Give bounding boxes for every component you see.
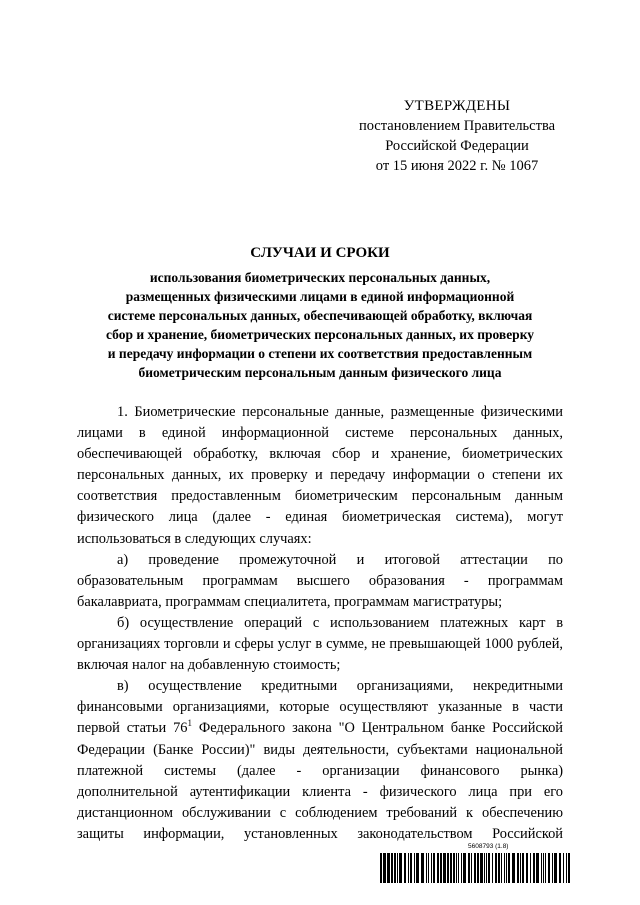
barcode-icon [380,853,572,883]
paragraph-1: 1. Биометрические персональные данные, размещенные физическими лицами в единой информационной системе персональных данных, обеспечивающей обработку, включая сбор и хранение, биометрических персональных данных, их проверку и передачу информации о степени их соответствия предоставленным биометрическим персональным данным физического лица (далее - единая биометрическая система), могут использоваться в следующих случаях: [77,404,563,547]
approval-block [352,96,562,176]
approval-line-2: Российской Федерации [385,138,529,154]
subtitle-line: использования биометрических персональных данных, [149,270,491,285]
barcode-caption: 5608793 (1.8) [468,843,509,850]
barcode-block [380,843,572,885]
subtitle-line: системе персональных данных, обеспечивающей обработку, включая [107,308,533,323]
paragraph-c-part1: в) осуществление кредитными организациями, некредитными финансовыми организациями, которые осуществляют указанные в части первой статьи 76 [77,678,563,737]
footnote-superscript: 1 [187,718,192,729]
document-subtitle [70,268,570,382]
document-title: СЛУЧАИ И СРОКИ [250,245,390,261]
subtitle-line: размещенных физическими лицами в единой информационной [125,289,515,304]
paragraph-c-part2: Федерального закона "О Центральном банке Российской Федерации (Банке России)" виды деятельности, субъектами национальной платежной системы (далее - организации финансового рынка) дополнительной аутентификации клиента - физического лица при его дистанционном обслуживании с соблюдением требований к обеспечению защиты информации, установленных законодательством Российской [77,720,564,842]
subtitle-line: сбор и хранение, биометрических персональных данных, их проверку [105,327,535,342]
paragraph-b: б) осуществление операций с использованием платежных карт в организациях торговли и сферы услуг в сумме, не превышающей 1000 рублей, включая налог на добавленную стоимость; [77,614,563,674]
paragraph-c [77,676,563,845]
subtitle-line: и передачу информации о степени их соответствия предоставленным [107,346,533,361]
approval-line-3: от 15 июня 2022 г. № 1067 [375,158,539,174]
document-body [77,402,563,845]
paragraph-a: а) проведение промежуточной и итоговой аттестации по образовательным программам высшего образования - программам бакалавриата, программам специалитета, программам магистратуры; [77,551,563,610]
subtitle-line: биометрическим персональным данным физического лица [138,365,502,380]
approval-heading: УТВЕРЖДЕНЫ [403,98,511,114]
approval-line-1: постановлением Правительства [358,118,556,134]
